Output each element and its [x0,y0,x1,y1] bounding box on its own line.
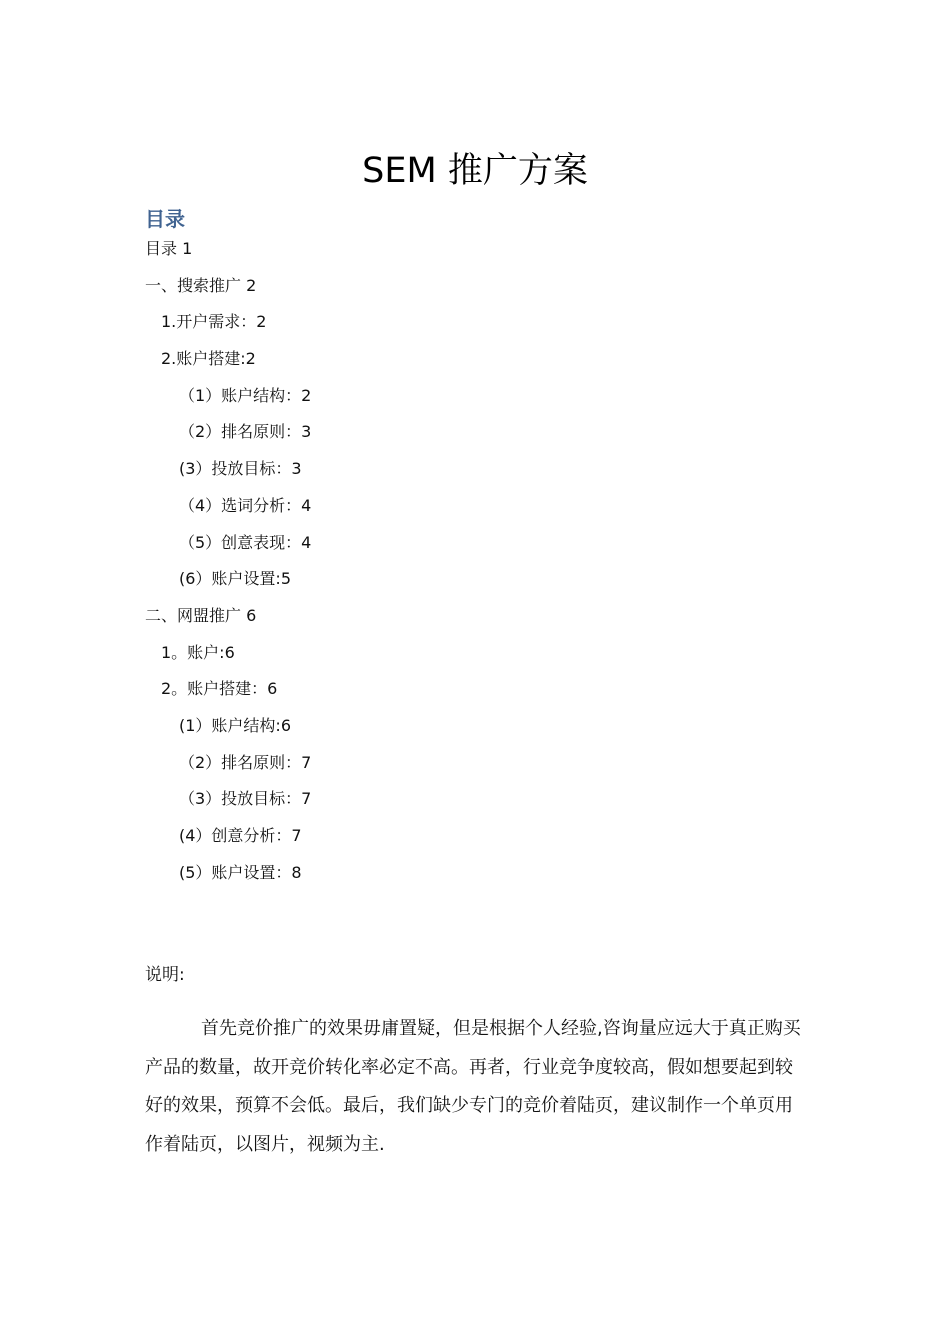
table-of-contents [145,236,311,896]
toc-item[interactable]: (5）账户设置：8 [179,862,302,882]
toc-item[interactable]: （2）排名原则：3 [179,422,312,442]
toc-item[interactable]: （1）账户结构：2 [179,385,312,405]
toc-item[interactable]: (6）账户设置:5 [179,569,291,589]
toc-item[interactable]: 2.账户搭建:2 [161,349,256,369]
toc-item[interactable]: 2。账户搭建：6 [161,679,278,699]
toc-item[interactable]: (4）创意分析：7 [179,826,302,845]
toc-item[interactable]: (1）账户结构:6 [179,715,291,735]
document-title: SEM 推广方案 [362,151,588,192]
toc-heading: 目录 [145,207,185,231]
note-label: 说明: [145,965,185,985]
note-paragraph: 首先竞价推广的效果毋庸置疑，但是根据个人经验,咨询量应远大于真正购买产品的数量，故开竞价转化率必定不高。再者，行业竞争度较高，假如想要起到较好的效果，预算不会低。最后，我们缺少专门的竞价着陆页，建议制作一个单页用作着陆页，以图片，视频为主. [145,1018,801,1155]
toc-item[interactable]: （3）投放目标：7 [179,789,312,809]
toc-item[interactable]: (3）投放目标：3 [179,459,302,479]
toc-item[interactable]: 二、网盟推广 6 [145,605,257,625]
toc-item[interactable]: 一、搜索推广 2 [145,275,257,295]
toc-item[interactable]: （4）选词分析：4 [179,495,312,515]
toc-item[interactable]: （5）创意表现：4 [179,532,312,552]
toc-item[interactable]: （2）排名原则：7 [179,752,312,772]
toc-item[interactable]: 1.开户需求：2 [161,312,267,332]
toc-item[interactable]: 1。账户:6 [161,642,235,662]
toc-item[interactable]: 目录 1 [145,239,193,258]
